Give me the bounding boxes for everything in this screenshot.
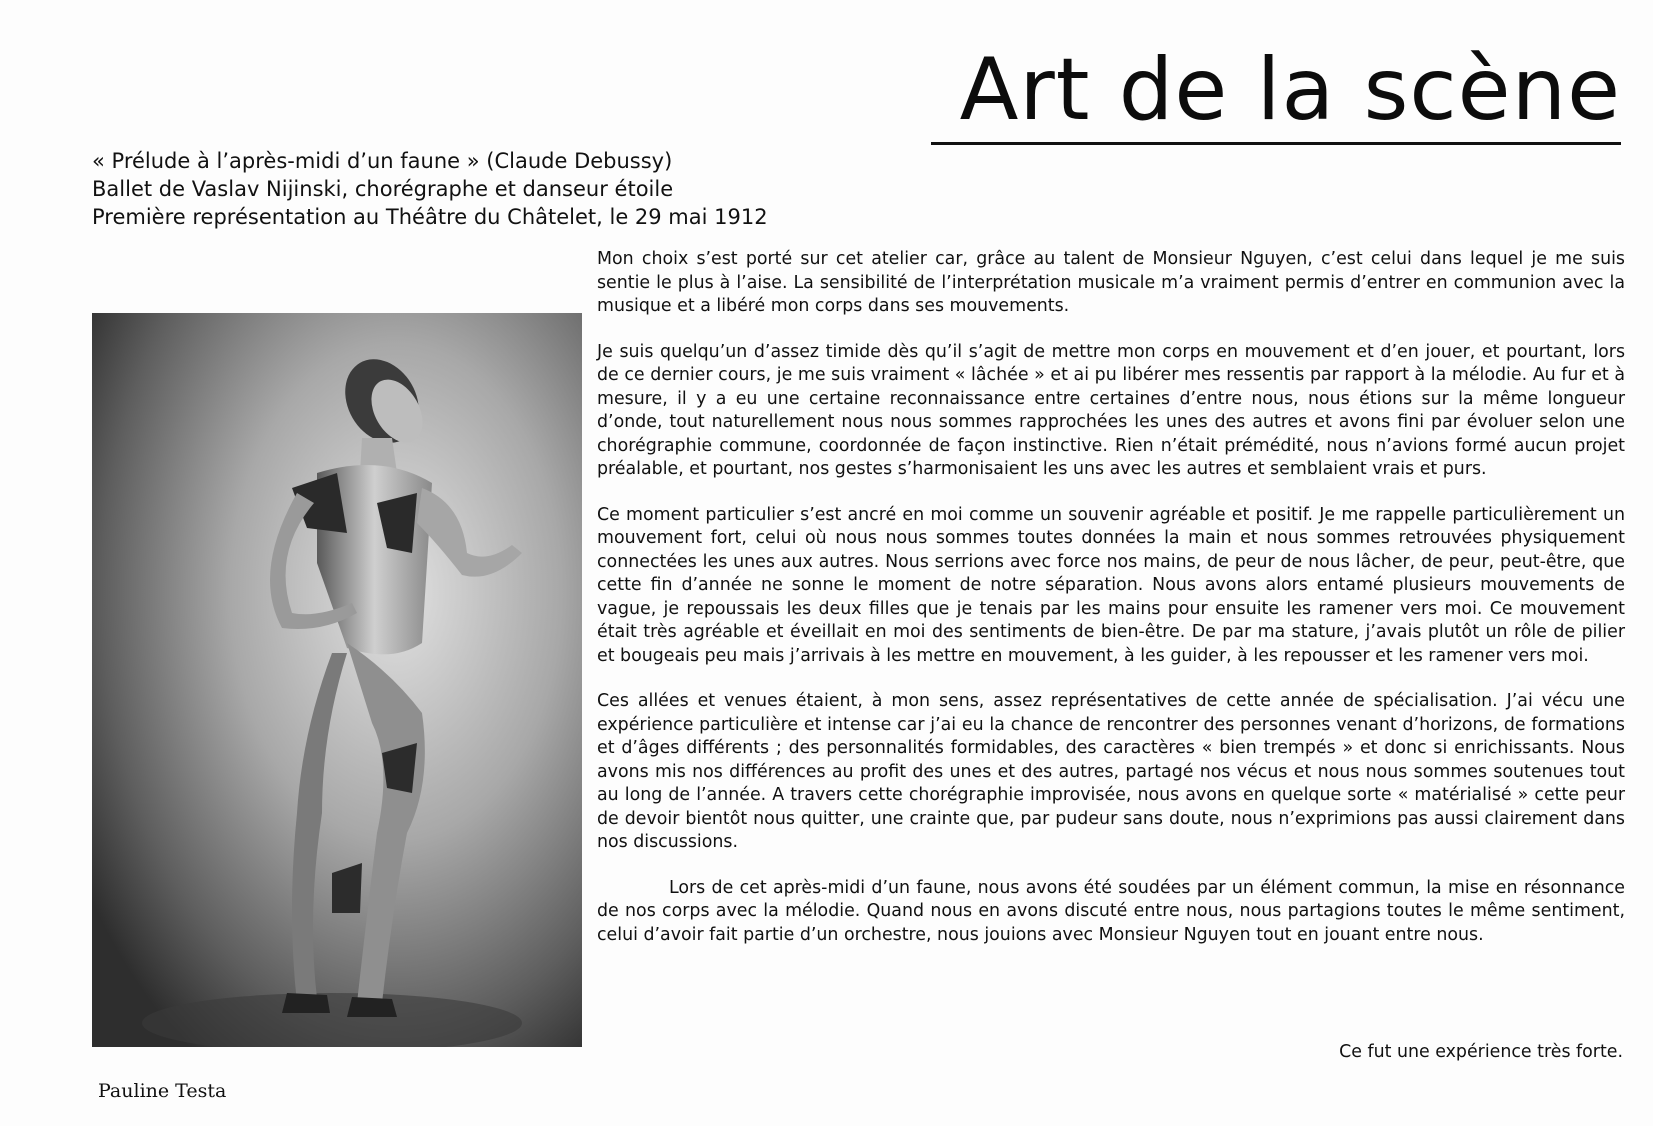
paragraph-year: Ces allées et venues étaient, à mon sens, assez représentatives de cette année de spécialisation. J’ai vécu une expérience particulière et intense car j’ai eu la chance de rencontrer des personnes venant d’horizons, de formations et d’âges différents ; des personnalités formidables, des caractères « bien trempés » et donc si enrichissants. Nous avons mis nos différences au profit des unes et des autres, partagé nos vécus et nous nous sommes soutenues tout au long de l’année. A travers cette chorégraphie improvisée, nous avons en quelque sorte « matérialisé » cette peur de devoir bientôt nous quitter, une crainte que, par pudeur sans doute, nous n’exprimions pas aussi clairement dans nos discussions. xyxy=(597,691,1625,852)
subtitle-line-work: « Prélude à l’après-midi d’un faune » (Claude Debussy) xyxy=(92,149,673,173)
subtitle-line-premiere: Première représentation au Théâtre du Châtelet, le 29 mai 1912 xyxy=(92,205,768,229)
subtitle-block xyxy=(92,147,852,231)
paragraph-moment: Ce moment particulier s’est ancré en moi comme un souvenir agréable et positif. Je me rappelle particulièrement un mouvement fort, celui où nous nous sommes toutes données la main et nous sommes retrouvées physiquement connectées les unes aux autres. Nous serrions avec force nos mains, de peur de nous lâcher, de peur, peut-être, que cette fin d’année ne sonne le moment de notre séparation. Nous avons alors entamé plusieurs mouvements de vague, je repoussais les deux filles que je tenais par les mains pour ensuite les ramener vers moi. Ce mouvement était très agréable et éveillait en moi des sentiments de bien-être. De par ma stature, j’avais plutôt un rôle de pilier et bougeais peu mais j’arrivais à les mettre en mouvement, à les guider, à les repousser et les ramener vers moi. xyxy=(597,504,1625,666)
paragraph-experience: Je suis quelqu’un d’assez timide dès qu’il s’agit de mettre mon corps en mouvement et d’en jouer, et pourtant, lors de ce dernier cours, je me suis vraiment « lâchée » et ai pu libérer mes ressentis par rapport à la mélodie. Au fur et à mesure, il y a eu une certaine reconnaissance entre certaines d’entre nous, nous étions sur la même longueur d’onde, tout naturellement nous nous sommes rapprochées les unes des autres et avons fini par évoluer selon une chorégraphie commune, coordonnée de façon instinctive. Rien n’était prémédité, nous n’avions formé aucun projet préalable, et pourtant, nos gestes s’harmonisaient les uns avec les autres et semblaient vrais et purs. xyxy=(597,341,1625,479)
dancer-figure-illustration xyxy=(92,313,582,1047)
dancer-photo xyxy=(92,313,582,1047)
paragraph-conclusion: Lors de cet après-midi d’un faune, nous avons été soudées par un élément commun, la mise en résonnance de nos corps avec la mélodie. Quand nous en avons discuté entre nous, nous partagions toutes le même sentiment, celui d’avoir fait partie d’un orchestre, nous jouions avec Monsieur Nguyen tout en jouant entre nous. xyxy=(597,877,1625,945)
page-title: Art de la scène xyxy=(931,40,1621,145)
paragraph-intro: Mon choix s’est porté sur cet atelier car, grâce au talent de Monsieur Nguyen, c’est celui dans lequel je me suis sentie le plus à l’aise. La sensibilité de l’interprétation musicale m’a vraiment permis d’entrer en communion avec la musique et a libéré mon corps dans ses mouvements. xyxy=(597,249,1625,316)
closing-line: Ce fut une expérience très forte. xyxy=(1339,1042,1623,1062)
author-signature: Pauline Testa xyxy=(98,1080,227,1102)
body-text xyxy=(597,248,1625,969)
subtitle-line-ballet: Ballet de Vaslav Nijinski, chorégraphe et danseur étoile xyxy=(92,177,674,201)
